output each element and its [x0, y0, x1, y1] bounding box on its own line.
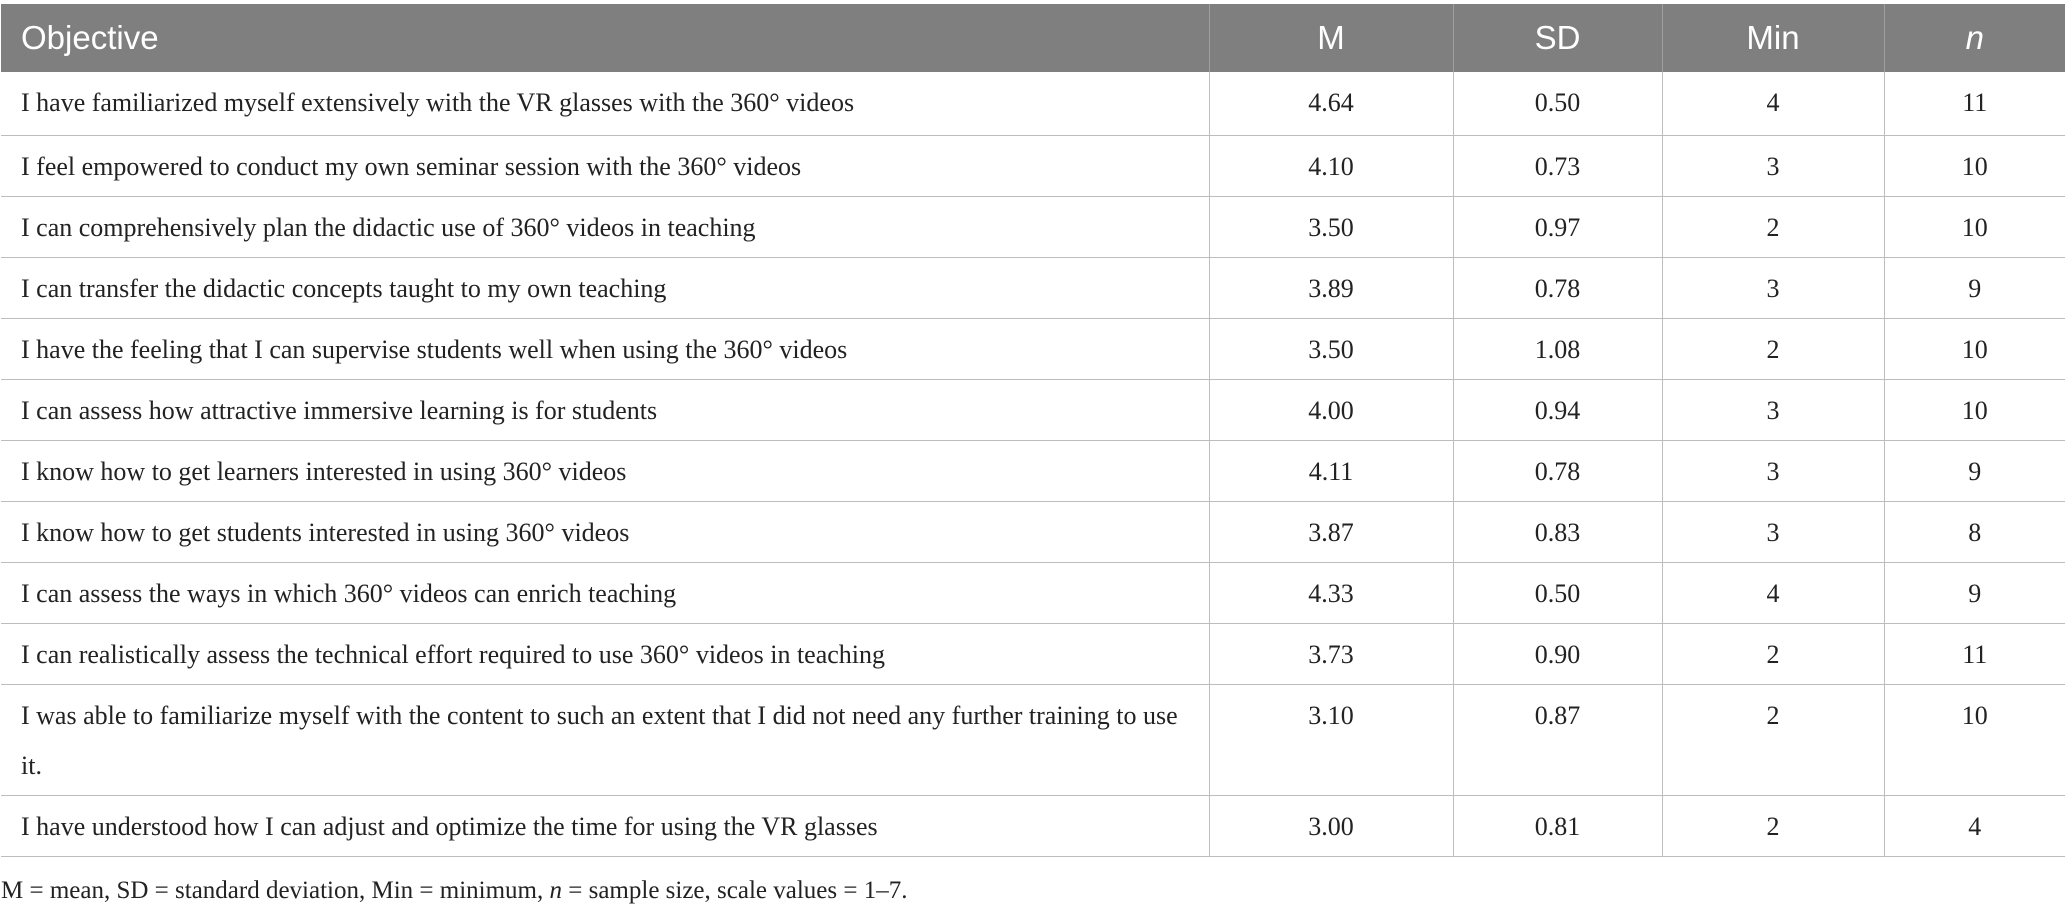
- cell-mean: 4.64: [1209, 72, 1453, 135]
- cell-n: 10: [1884, 196, 2065, 257]
- cell-n: 10: [1884, 318, 2065, 379]
- cell-min: 3: [1662, 135, 1884, 196]
- cell-mean: 4.11: [1209, 440, 1453, 501]
- header-mean: M: [1209, 4, 1453, 72]
- cell-mean: 3.73: [1209, 623, 1453, 684]
- cell-sd: 0.78: [1453, 440, 1662, 501]
- cell-objective: I know how to get learners interested in using 360° videos: [1, 440, 1209, 501]
- cell-n: 9: [1884, 440, 2065, 501]
- footnote-text-2: = sample size, scale values = 1–7.: [562, 877, 908, 904]
- table-row: [1, 440, 2065, 501]
- cell-min: 2: [1662, 318, 1884, 379]
- footnote-n-symbol: n: [549, 877, 562, 904]
- table-row: [1, 562, 2065, 623]
- cell-min: 4: [1662, 72, 1884, 135]
- cell-mean: 4.00: [1209, 379, 1453, 440]
- cell-n: 8: [1884, 501, 2065, 562]
- header-row: [1, 4, 2065, 72]
- cell-n: 4: [1884, 795, 2065, 856]
- table-body: [1, 72, 2065, 856]
- cell-objective: I know how to get students interested in using 360° videos: [1, 501, 1209, 562]
- cell-mean: 4.33: [1209, 562, 1453, 623]
- cell-sd: 0.97: [1453, 196, 1662, 257]
- table-row: [1, 623, 2065, 684]
- cell-mean: 3.87: [1209, 501, 1453, 562]
- results-table-container: [1, 4, 2065, 857]
- cell-objective: I can transfer the didactic concepts taught to my own teaching: [1, 257, 1209, 318]
- cell-sd: 0.73: [1453, 135, 1662, 196]
- cell-n: 11: [1884, 72, 2065, 135]
- cell-mean: 3.50: [1209, 318, 1453, 379]
- cell-sd: 0.81: [1453, 795, 1662, 856]
- cell-sd: 0.50: [1453, 72, 1662, 135]
- cell-sd: 0.90: [1453, 623, 1662, 684]
- cell-n: 10: [1884, 135, 2065, 196]
- table-row: [1, 196, 2065, 257]
- cell-min: 3: [1662, 379, 1884, 440]
- cell-n: 9: [1884, 257, 2065, 318]
- cell-n: 11: [1884, 623, 2065, 684]
- cell-objective: I have the feeling that I can supervise students well when using the 360° videos: [1, 318, 1209, 379]
- cell-n: 10: [1884, 684, 2065, 795]
- cell-objective: I was able to familiarize myself with the content to such an extent that I did not need any further training to use it.: [1, 684, 1209, 795]
- header-sd: SD: [1453, 4, 1662, 72]
- footnote-text-1: M = mean, SD = standard deviation, Min = minimum,: [1, 877, 550, 904]
- cell-mean: 4.10: [1209, 135, 1453, 196]
- cell-min: 3: [1662, 501, 1884, 562]
- table-row: [1, 501, 2065, 562]
- cell-objective: I can assess how attractive immersive learning is for students: [1, 379, 1209, 440]
- table-row: [1, 257, 2065, 318]
- cell-objective: I have familiarized myself extensively with the VR glasses with the 360° videos: [1, 72, 1209, 135]
- table-row: [1, 135, 2065, 196]
- table-row: [1, 795, 2065, 856]
- table-footnote: [1, 877, 907, 905]
- cell-min: 2: [1662, 623, 1884, 684]
- cell-sd: 0.50: [1453, 562, 1662, 623]
- cell-min: 3: [1662, 257, 1884, 318]
- cell-sd: 0.78: [1453, 257, 1662, 318]
- header-objective: Objective: [1, 4, 1209, 72]
- table-header: [1, 4, 2065, 72]
- cell-min: 3: [1662, 440, 1884, 501]
- header-min: Min: [1662, 4, 1884, 72]
- cell-min: 2: [1662, 795, 1884, 856]
- cell-objective: I feel empowered to conduct my own seminar session with the 360° videos: [1, 135, 1209, 196]
- table-row: [1, 684, 2065, 795]
- cell-n: 10: [1884, 379, 2065, 440]
- cell-objective: I can assess the ways in which 360° videos can enrich teaching: [1, 562, 1209, 623]
- cell-mean: 3.10: [1209, 684, 1453, 795]
- results-table: [1, 4, 2065, 857]
- cell-objective: I can comprehensively plan the didactic use of 360° videos in teaching: [1, 196, 1209, 257]
- cell-mean: 3.50: [1209, 196, 1453, 257]
- table-row: [1, 72, 2065, 135]
- cell-mean: 3.00: [1209, 795, 1453, 856]
- table-row: [1, 379, 2065, 440]
- cell-mean: 3.89: [1209, 257, 1453, 318]
- cell-sd: 0.87: [1453, 684, 1662, 795]
- cell-n: 9: [1884, 562, 2065, 623]
- cell-objective: I have understood how I can adjust and optimize the time for using the VR glasses: [1, 795, 1209, 856]
- cell-min: 4: [1662, 562, 1884, 623]
- header-n: [1884, 4, 2065, 72]
- cell-sd: 0.83: [1453, 501, 1662, 562]
- cell-min: 2: [1662, 684, 1884, 795]
- cell-sd: 0.94: [1453, 379, 1662, 440]
- cell-objective: I can realistically assess the technical effort required to use 360° videos in teaching: [1, 623, 1209, 684]
- cell-min: 2: [1662, 196, 1884, 257]
- cell-sd: 1.08: [1453, 318, 1662, 379]
- table-row: [1, 318, 2065, 379]
- header-n-label: n: [1965, 19, 1984, 56]
